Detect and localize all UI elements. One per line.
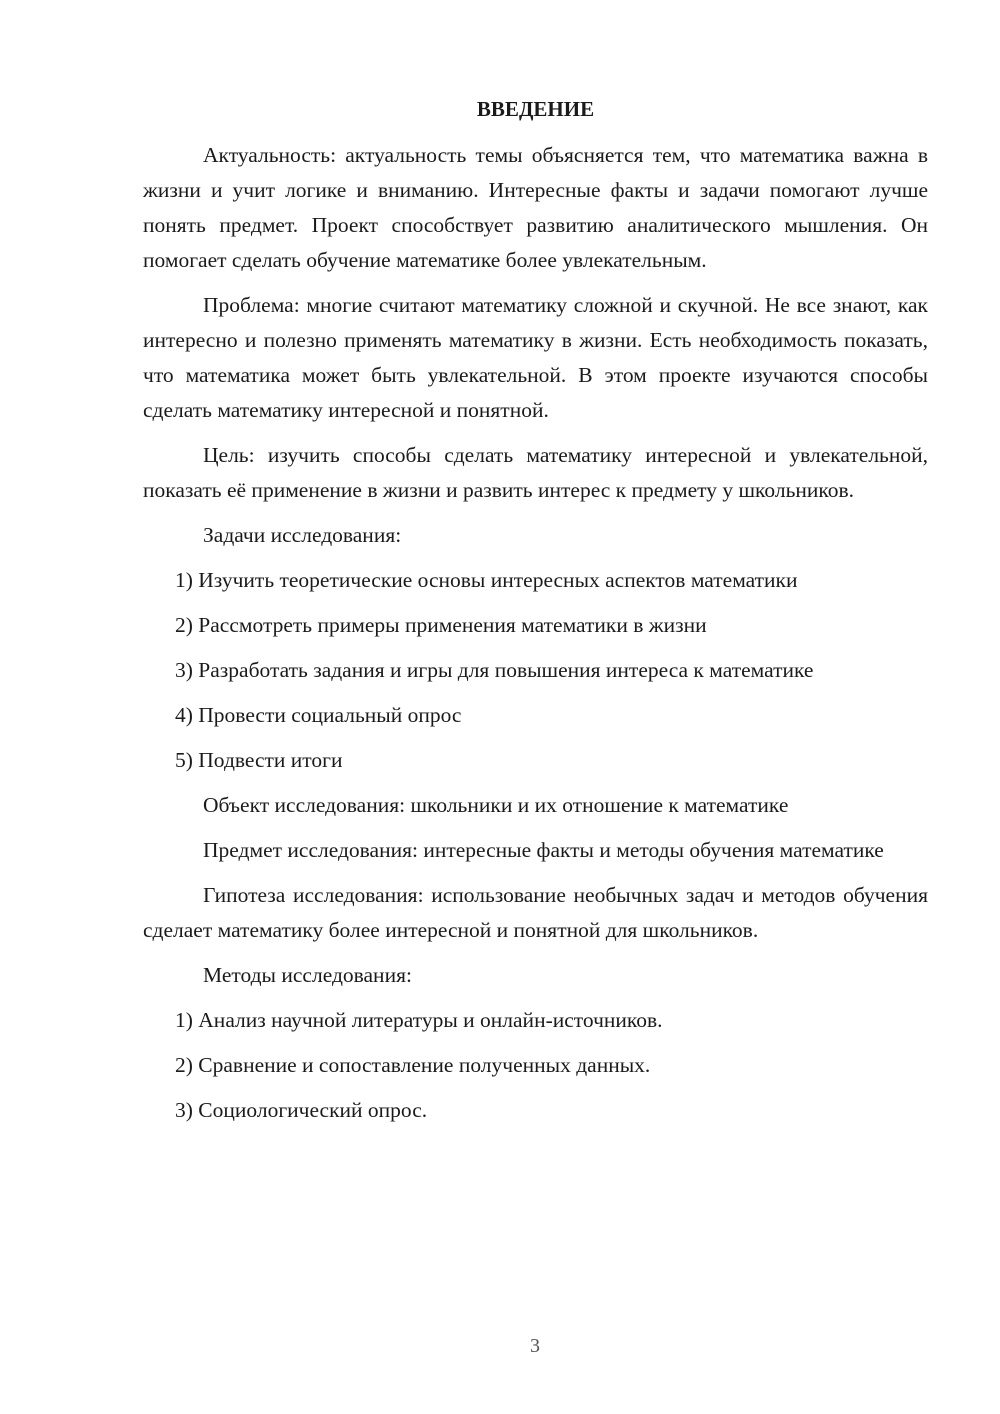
task-item: 5) Подвести итоги bbox=[175, 748, 343, 772]
method-item: 1) Анализ научной литературы и онлайн-источников. bbox=[175, 1008, 663, 1032]
section-heading: ВВЕДЕНИЕ bbox=[476, 97, 595, 121]
object-paragraph: Объект исследования: школьники и их отношение к математике bbox=[203, 793, 789, 817]
page-number: 3 bbox=[530, 1335, 540, 1357]
task-item: 2) Рассмотреть примеры применения математики в жизни bbox=[175, 613, 707, 637]
document-page bbox=[143, 92, 928, 1138]
task-item: 1) Изучить теоретические основы интересных аспектов математики bbox=[175, 568, 798, 592]
hypothesis-paragraph: Гипотеза исследования: использование необычных задач и методов обучения сделает математику более интересной и понятной для школьников. bbox=[143, 883, 928, 942]
task-item: 3) Разработать задания и игры для повышения интереса к математике bbox=[175, 658, 814, 682]
methods-label: Методы исследования: bbox=[203, 963, 412, 987]
problem-paragraph: Проблема: многие считают математику сложной и скучной. Не все знают, как интересно и полезно применять математику в жизни. Есть необходимость показать, что математика может быть увлекательной. В этом проекте изучаются способы сделать математику интересной и понятной. bbox=[143, 293, 928, 422]
method-item: 2) Сравнение и сопоставление полученных данных. bbox=[175, 1053, 651, 1077]
goal-paragraph: Цель: изучить способы сделать математику интересной и увлекательной, показать её применение в жизни и развить интерес к предмету у школьников. bbox=[143, 443, 928, 502]
tasks-list bbox=[143, 563, 928, 778]
tasks-label: Задачи исследования: bbox=[203, 523, 402, 547]
method-item: 3) Социологический опрос. bbox=[175, 1098, 428, 1122]
relevance-paragraph: Актуальность: актуальность темы объясняется тем, что математика важна в жизни и учит логике и вниманию. Интересные факты и задачи помогают лучше понять предмет. Проект способствует развитию аналитического мышления. Он помогает сделать обучение математике более увлекательным. bbox=[143, 143, 928, 272]
subject-paragraph: Предмет исследования: интересные факты и методы обучения математике bbox=[203, 838, 884, 862]
methods-list bbox=[143, 1003, 928, 1128]
task-item: 4) Провести социальный опрос bbox=[175, 703, 462, 727]
